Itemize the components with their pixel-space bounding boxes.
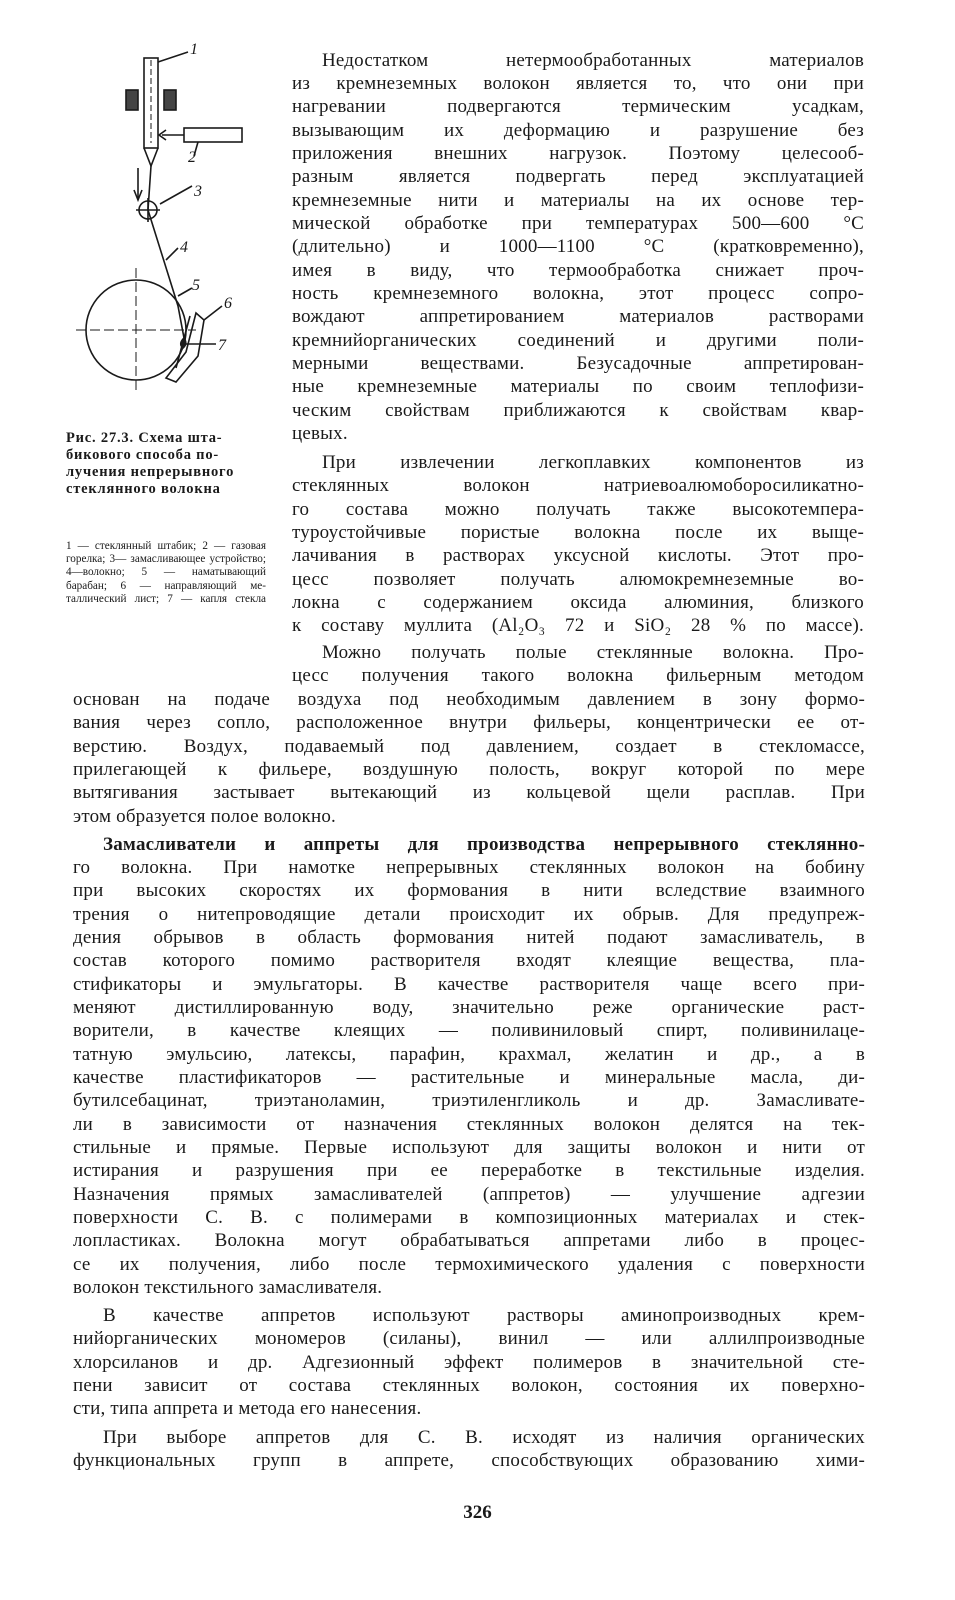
- text-line: стеклянных волокон натриевоалюмоборосиликатно-: [292, 475, 864, 496]
- fiber-line: [148, 166, 184, 338]
- figure-label-5: 5: [192, 277, 200, 294]
- figure-legend: 1 — стеклянный штабик; 2 — газовая горелка; 3— замасливающее устройство; 4—волокно; 5 — наматывающий барабан; 6 — направляющий металлический лист; 7 — капля стекла: [66, 540, 266, 605]
- text-line: дения обрывов в область формования нитей подают замасливатель, в: [73, 927, 865, 948]
- text-line: Можно получать полые стеклянные волокна. Про-: [322, 642, 864, 663]
- leader-line-6: [204, 306, 222, 320]
- text-line: стильные и прямые. Первые используют для защиты волокон и нити от: [73, 1137, 865, 1158]
- text-line: поверхности С. В. с полимерами в композиционных материалах и стек-: [73, 1207, 865, 1228]
- text-line: вания через сопло, расположенное внутри фильеры, концентрически ее от-: [73, 712, 865, 733]
- right-clamp: [164, 90, 176, 110]
- text-line: цесс получения такого волокна фильерным методом: [292, 665, 864, 686]
- text-line: Недостатком нетермообработанных материалов: [322, 50, 864, 71]
- text-line: верстию. Воздух, подаваемый под давлением, создает в стекломассе,: [73, 736, 865, 757]
- text-line: При извлечении легкоплавких компонентов из: [322, 452, 864, 473]
- text-line: при высоких скоростях их формования в нити вследствие взаимного: [73, 880, 865, 901]
- text-line: ные кремнеземные материалы по своим теплофизи-: [292, 376, 864, 397]
- text-line: разным является подвергать перед эксплуатацией: [292, 166, 864, 187]
- text-line: ность кремнеземного волокна, этот процесс сопро-: [292, 283, 864, 304]
- page-number: 326: [463, 1502, 492, 1523]
- leader-line-3: [160, 186, 192, 204]
- figure-label-6: 6: [224, 295, 232, 312]
- text-line: цевых.: [292, 423, 348, 444]
- figure-label-1: 1: [190, 41, 198, 58]
- text-line: сти, типа аппрета и метода его нанесения.: [73, 1398, 422, 1419]
- text-line: кремнийорганических соединений и другими поли-: [292, 330, 864, 351]
- leader-line-1: [158, 52, 188, 62]
- text-line: вождают аппретированием материалов растворами: [292, 306, 864, 327]
- text-line: локна с содержанием оксида алюминия, близкого: [292, 592, 864, 613]
- text-line: татную эмульсию, латексы, парафин, крахмал, желатин и др., а в: [73, 1044, 865, 1065]
- text-line: ворители, в качестве клеящих — поливиниловый спирт, поливинилаце-: [73, 1020, 865, 1041]
- text-line: из кремнеземных волокон является то, что они при: [292, 73, 864, 94]
- text-line: волокон текстильного замасливателя.: [73, 1277, 383, 1298]
- text-line: В качестве аппретов используют растворы аминопроизводных крем-: [103, 1305, 865, 1326]
- text-line: бутилсебацинат, триэтаноламин, триэтиленгликоль и др. Замасливате-: [73, 1090, 865, 1111]
- text-line: ческим свойствам приближаются к свойствам квар-: [292, 400, 864, 421]
- glass-fiber-rod-method-diagram: [66, 38, 271, 443]
- text-line: прилегающей к фильере, воздушную полость, вокруг которой по мере: [73, 759, 865, 780]
- figure-label-3: 3: [194, 183, 202, 200]
- text-line: Назначения прямых замасливателей (аппретов) — улучшение адгезии: [73, 1184, 865, 1205]
- text-line: (длительно) и 1000—1100 °С (кратковременно),: [292, 236, 864, 257]
- text-line: меняют дистиллированную воду, значительно реже органические раст-: [73, 997, 865, 1018]
- text-line: ли в зависимости от назначения стеклянных волокон делятся на тек-: [73, 1114, 865, 1135]
- left-clamp: [126, 90, 138, 110]
- text-line: го волокна. При намотке непрерывных стеклянных волокон на бобину: [73, 857, 865, 878]
- text-line: вызывающим их деформацию и разрушение без: [292, 120, 864, 141]
- text-line: цесс позволяет получать алюмокремнеземные во-: [292, 569, 864, 590]
- text-line: се их получения, либо после термохимического удаления с поверхности: [73, 1254, 865, 1275]
- text-line: кремнеземные нити и материалы на их основе тер-: [292, 190, 864, 211]
- text-line: лачивания в растворах уксусной кислоты. Этот про-: [292, 545, 864, 566]
- figure-label-7: 7: [218, 337, 226, 354]
- text-line: истирания и разрушения при ее переработке в текстильные изделия.: [73, 1160, 865, 1181]
- text-line: туроустойчивые пористые волокна после их выще-: [292, 522, 864, 543]
- text-line: трения о нитепроводящие детали происходит их обрыв. Для предупреж-: [73, 904, 865, 925]
- figure-label-2: 2: [188, 149, 196, 166]
- text-line: функциональных групп в аппрете, способствующих образованию хими-: [73, 1450, 865, 1471]
- text-line: к составу муллита (Al₂O₃ 72 и SiO₂ 28 % по массе).: [292, 615, 864, 636]
- text-line: этом образуется полое волокно.: [73, 806, 337, 827]
- glass-rod-tip: [144, 148, 158, 166]
- text-line: состав которого помимо растворителя входят клеящие вещества, пла-: [73, 950, 865, 971]
- text-line: вытягивания застывает вытекающий из кольцевой щели расплав. При: [73, 782, 865, 803]
- leader-line-4: [166, 248, 178, 260]
- gas-burner-shape: [184, 128, 242, 142]
- glass-drop-shape: [181, 338, 186, 348]
- text-line: мической обработке при температурах 500—600 °С: [292, 213, 864, 234]
- text-line: качестве пластификаторов — растительные и минеральные масла, ди-: [73, 1067, 865, 1088]
- text-line: мерными веществами. Безусадочные аппретирован-: [292, 353, 864, 374]
- text-line: имея в виду, что термообработка снижает проч-: [292, 260, 864, 281]
- text-line: нийорганических мономеров (силаны), винил — или аллилпроизводные: [73, 1328, 865, 1349]
- text-line: нагревании подвергаются термическим усадкам,: [292, 96, 864, 117]
- text-line: приложения внешних нагрузок. Поэтому целесооб-: [292, 143, 864, 164]
- text-line: При выборе аппретов для С. В. исходят из наличия органических: [103, 1427, 865, 1448]
- section-heading: Замасливатели и аппреты для производства непрерывного стеклянно-: [103, 834, 865, 855]
- text-line: стификаторы и эмульгаторы. В качестве растворителя чаще всего при-: [73, 974, 865, 995]
- text-line: пени зависит от состава стеклянных волокон, состояния их поверхно-: [73, 1375, 865, 1396]
- text-line: основан на подаче воздуха под необходимым давлением в зону формо-: [73, 689, 865, 710]
- leader-line-5: [178, 288, 192, 296]
- figure-label-4: 4: [180, 239, 188, 256]
- text-line: лопластиках. Волокна могут обрабатываться аппретами либо в процес-: [73, 1230, 865, 1251]
- text-line: го состава можно получать также высокотемпера-: [292, 499, 864, 520]
- text-line: хлорсиланов и др. Адгезионный эффект полимеров в значительной сте-: [73, 1352, 865, 1373]
- figure-caption: Рис. 27.3. Схема штабикового способа получения непрерывного стеклянного волокна: [66, 430, 235, 497]
